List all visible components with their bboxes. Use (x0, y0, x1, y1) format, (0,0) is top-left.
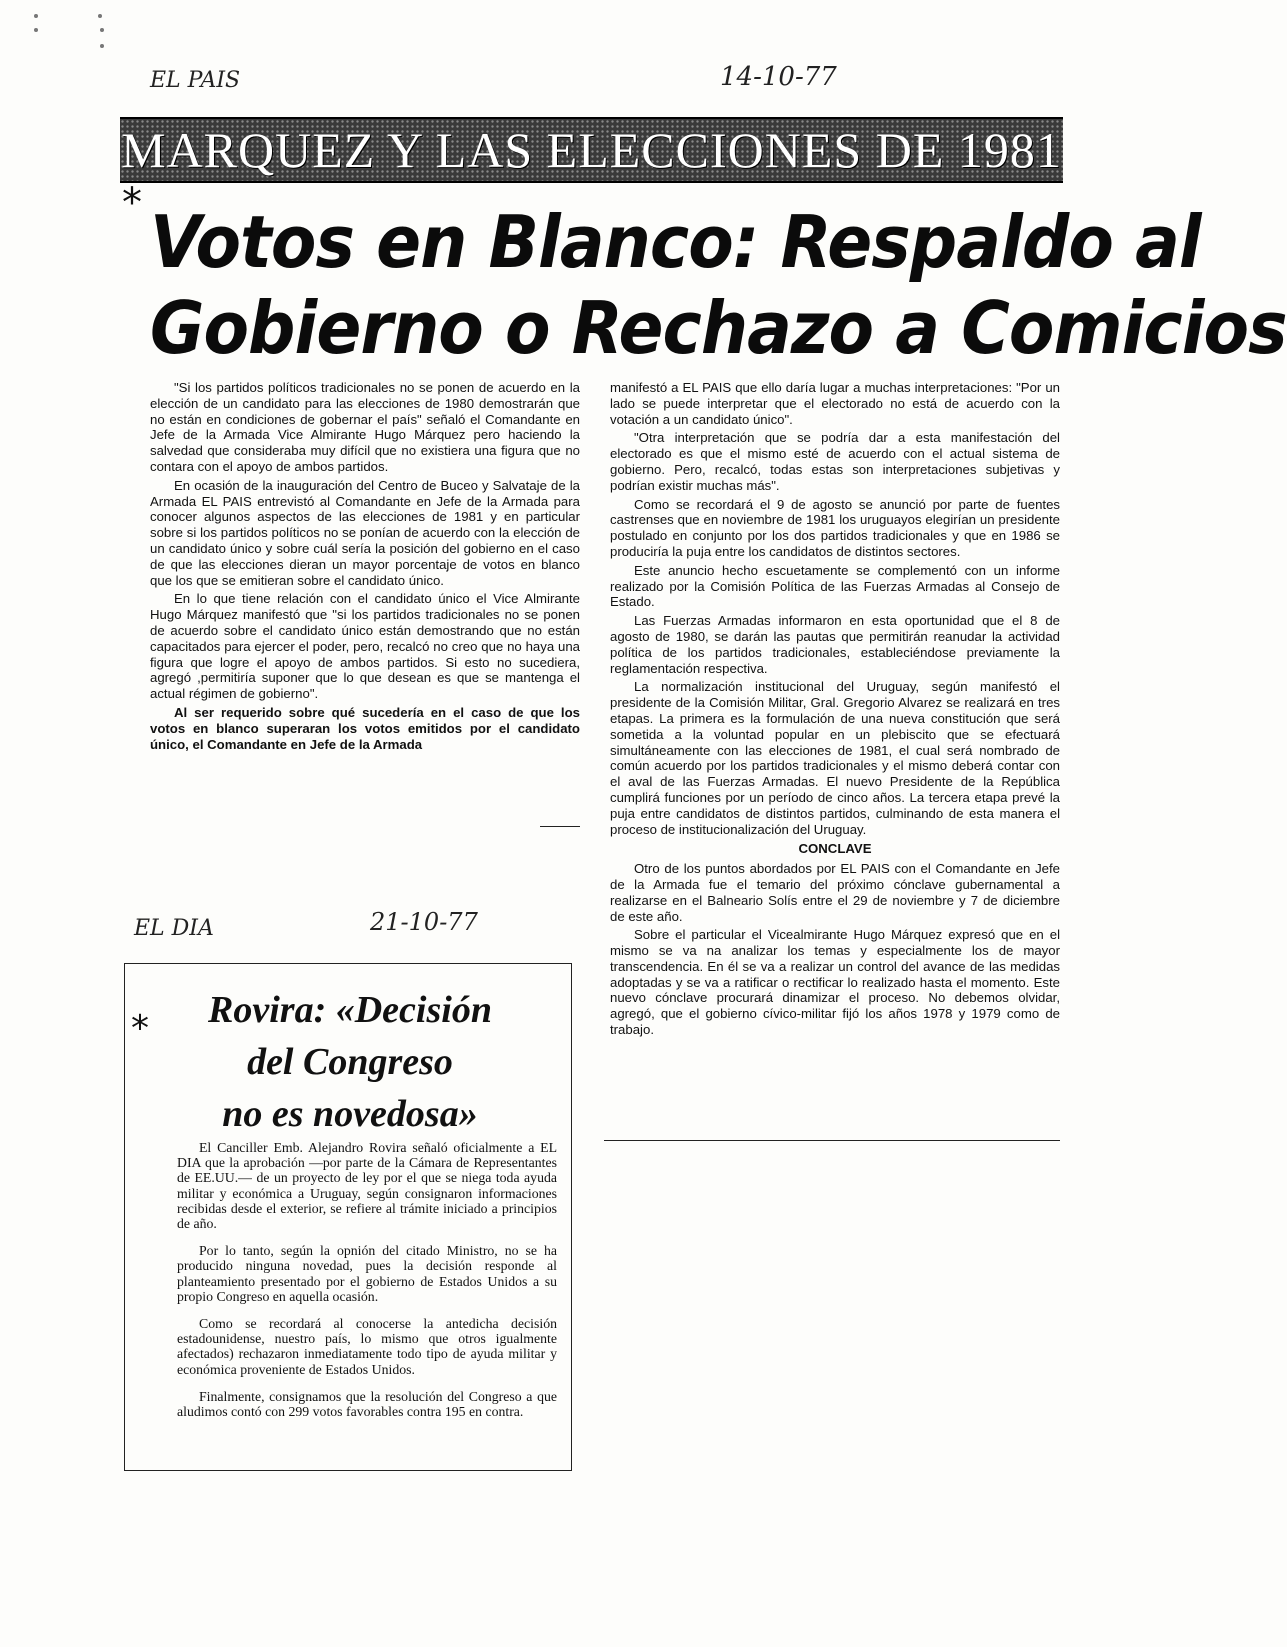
kicker-banner (120, 117, 1063, 183)
date-note-2: 21-10-77 (370, 908, 478, 936)
box-headline-line-3: no es novedosa» (222, 1093, 478, 1135)
paragraph: Por lo tanto, según la opnión del citado Ministro, no se ha producido ninguna novedad, pues la decisión responde al planteamiento presentado por el gobierno de Estados Unidos a su propio Congreso en aquella ocasión. (177, 1243, 557, 1304)
clipping-el-dia-box (124, 963, 572, 1471)
paragraph: Como se recordará al conocerse la antedicha decisión estadounidense, nuestro país, lo mismo que otros igualmente afectados) rechazaron inmediatamente todo tipo de ayuda militar y económica proveniente de Estados Unidos. (177, 1316, 557, 1377)
box-headline (140, 984, 560, 1140)
article-column-2 (610, 380, 1060, 1041)
paragraph: La normalización institucional del Uruguay, según manifestó el presidente de la Comisión Militar, Gral. Gregorio Alvarez se realizará en tres etapas. La primera es la formulación de una nueva constitución que será sometida a la voluntad popular en un plebiscito que se efectuará simultáneamente con las elecciones de 1981, el cual será nombrado de común acuerdo por los partidos tradicionales y el mismo deberá contar con el aval de las Fuerzas Armadas. El nuevo Presidente de la República cumplirá funciones por un período de cinco años. La tercera etapa prevé la puja entre candidatos de distintos partidos, culminando de esta manera el proceso de institucionalización del Uruguay. (610, 679, 1060, 837)
paragraph: En lo que tiene relación con el candidato único el Vice Almirante Hugo Márquez manifestó que "si los partidos tradicionales no se ponen de acuerdo sobre el candidato único están demostrando que no están capacitados para ejercer el poder, pero, recalcó no creo que no haya una figura que logre el apoyo de ambos partidos. Si esto no sucediera, agregó ,permitiría suponer que lo que desean es que se mantenga el actual régimen de gobierno". (150, 591, 580, 702)
paragraph: "Otra interpretación que se podría dar a esta manifestación del electorado es que el mismo esté de acuerdo con el actual sistema de gobierno. Pero, recalcó, todas estas son interpretaciones subjetivas y podrían existir muchas más". (610, 430, 1060, 493)
paragraph: "Si los partidos políticos tradicionales no se ponen de acuerdo en la elección de un candidato para las elecciones de 1980 demostrarán que no están en condiciones de gobernar el país" señaló el Comandante en Jefe de la Armada Vice Almirante Hugo Márquez pero haciendo la salvedad que consideraba muy difícil que no existiera una figura que no contara con el apoyo de ambos partidos. (150, 380, 580, 474)
paragraph: Como se recordará el 9 de agosto se anunció por parte de fuentes castrenses que en noviembre de 1981 los uruguayos elegirían un presidente postulado en conjunto por los dos partidos tradicionales y que en 1986 se produciría la puja entre los candidatos de distintos sectores. (610, 496, 1060, 559)
asterisk-mark: * (131, 1008, 149, 1049)
asterisk-mark: * (122, 180, 142, 226)
paragraph: Finalmente, consignamos que la resolución del Congreso a que aludimos contó con 299 votos favorables contra 195 en contra. (177, 1388, 557, 1420)
scan-speck (34, 28, 38, 32)
source-note-el-dia: EL DIA (134, 916, 214, 941)
box-body (177, 1140, 557, 1431)
paragraph: Las Fuerzas Armadas informaron en esta oportunidad que el 8 de agosto de 1980, se darán las pautas que permitirán reanudar la actividad política de los partidos tradicionales, estableciéndose previamente la reglamentación respectiva. (610, 613, 1060, 676)
paragraph: Al ser requerido sobre qué sucedería en el caso de que los votos en blanco superaran los votos emitidos por el candidato único, el Comandante en Jefe de la Armada (150, 704, 580, 752)
column-end-rule (540, 826, 580, 827)
headline-line-2: Gobierno o Rechazo a Comicios (150, 286, 1287, 370)
column-end-rule (604, 1140, 1060, 1141)
paragraph: Otro de los puntos abordados por EL PAIS con el Comandante en Jefe de la Armada fue el temario del próximo cónclave gubernamental a realizarse en el Balneario Solís entre el 29 de noviembre y 7 de diciembre de este año. (610, 861, 1060, 924)
source-note-el-pais: EL PAIS (150, 68, 241, 93)
paragraph: manifestó a EL PAIS que ello daría lugar a muchas interpretaciones: "Por un lado se puede interpretar que el electorado no está de acuerdo con la votación a un candidato único". (610, 380, 1060, 427)
subhead-conclave: CONCLAVE (798, 841, 872, 857)
scan-speck (34, 14, 38, 18)
scan-speck (98, 14, 102, 18)
headline-line-1: Votos en Blanco: Respaldo al (150, 200, 1201, 284)
article-column-1 (150, 380, 580, 755)
box-headline-line-2: del Congreso (247, 1041, 453, 1083)
kicker-text: MARQUEZ Y LAS ELECCIONES DE 1981 (121, 122, 1062, 178)
box-headline-line-1: Rovira: «Decisión (208, 989, 492, 1031)
paragraph: Sobre el particular el Vicealmirante Hugo Márquez expresó que en el mismo se va na analizar los temas y especialmente los de mayor transcendencia. En él se va a realizar un control del avance de las medidas adoptadas y se va a ratificar o rectificar lo realizado hasta el momento. Este nuevo cónclave procurará dinamizar el proceso. No debemos olvidar, agregó, que el gobierno cívico-militar fijó los años 1978 y 1979 como de trabajo. (610, 927, 1060, 1038)
paragraph: Este anuncio hecho escuetamente se complementó con un informe realizado por la Comisión Política de las Fuerzas Armadas al Consejo de Estado. (610, 562, 1060, 610)
scan-speck (100, 28, 104, 32)
paragraph: El Canciller Emb. Alejandro Rovira señaló oficialmente a EL DIA que la aprobación —por parte de la Cámara de Representantes de EE.UU.— de un proyecto de ley por el que se niega toda ayuda militar y económica a Uruguay, según consignaron informaciones recibidas desde el exterior, se refiere al trámite iniciado a principios de año. (177, 1140, 557, 1232)
paragraph: En ocasión de la inauguración del Centro de Buceo y Salvataje de la Armada EL PAIS entrevistó al Comandante en Jefe de la Armada para conocer algunos aspectos de las elecciones de 1981 y en particular sobre si los partidos políticos no se ponían de acuerdo con la elección de un candidato único y sobre cuál sería la posición del gobierno en el caso de que las elecciones dieran un mayor porcentaje de votos en blanco que los que se emitieran sobre el candidato único. (150, 477, 580, 588)
date-note-1: 14-10-77 (720, 62, 837, 92)
scan-speck (100, 44, 104, 48)
